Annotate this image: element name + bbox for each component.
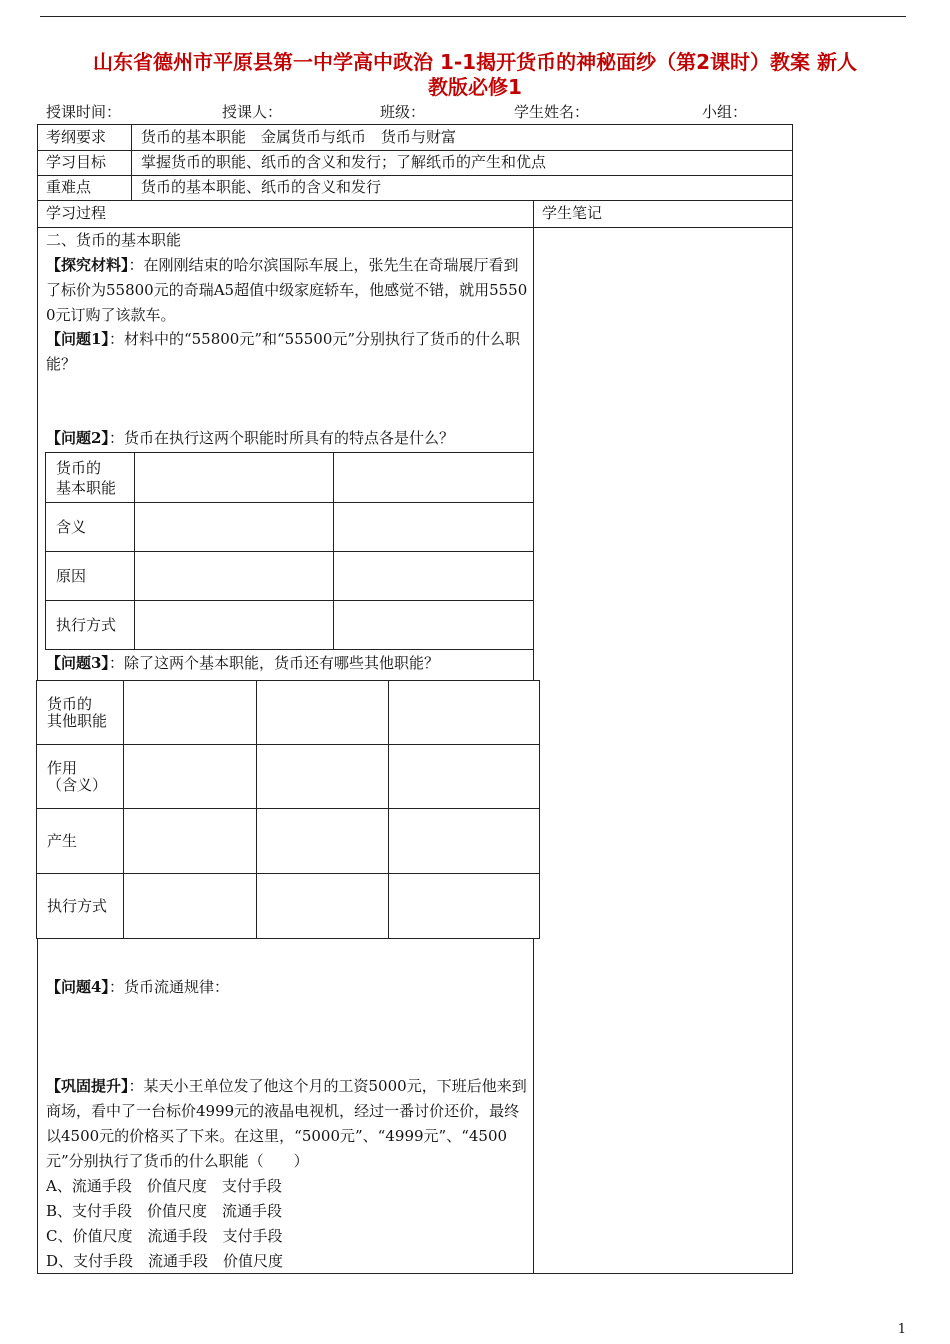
q1-tag: 【问题1】 xyxy=(46,330,109,348)
top-rule xyxy=(40,16,906,17)
objective-value: 掌握货币的职能、纸币的含义和发行；了解纸币的产生和优点 xyxy=(141,153,547,171)
page-number: 1 xyxy=(897,1322,906,1337)
row-label: 原因 xyxy=(46,552,135,601)
question-3 xyxy=(46,651,528,676)
table-row xyxy=(37,874,540,939)
q4-text: ：货币流通规律： xyxy=(108,978,229,996)
question-2 xyxy=(46,426,528,451)
table-row xyxy=(46,503,534,552)
row-label: 货币的 其他职能 xyxy=(37,681,124,745)
section-title: 二、货币的基本职能 xyxy=(46,231,182,249)
q3-text: ：除了这两个基本职能，货币还有哪些其他职能？ xyxy=(108,654,439,672)
meta-class: 班级： xyxy=(380,103,426,121)
other-functions-table xyxy=(36,680,540,939)
question-1 xyxy=(46,327,528,377)
option-b: B、支付手段 价值尺度 流通手段 xyxy=(46,1202,283,1220)
table-row xyxy=(37,681,540,745)
row-label: 执行方式 xyxy=(46,601,135,650)
blank-cell xyxy=(256,809,389,874)
blank-cell xyxy=(134,552,334,601)
difficulty-label: 重难点 xyxy=(46,178,92,196)
basic-functions-table xyxy=(45,452,534,650)
blank-cell xyxy=(123,809,256,874)
difficulty-value: 货币的基本职能、纸币的含义和发行 xyxy=(141,178,382,196)
option-c: C、价值尺度 流通手段 支付手段 xyxy=(46,1227,283,1245)
blank-cell xyxy=(334,453,534,503)
divider xyxy=(131,124,132,200)
process-label: 学习过程 xyxy=(46,204,107,222)
q2-tag: 【问题2】 xyxy=(46,429,109,447)
row-label: 执行方式 xyxy=(37,874,124,939)
title-line-2: 教版必修1 xyxy=(428,75,522,99)
table-row xyxy=(37,745,540,809)
blank-cell xyxy=(123,874,256,939)
title-line-1: 山东省德州市平原县第一中学高中政治 1-1揭开货币的神秘面纱（第2课时）教案 新人 xyxy=(93,50,857,74)
meta-teacher: 授课人： xyxy=(222,103,283,121)
blank-cell xyxy=(256,745,389,809)
blank-cell xyxy=(256,874,389,939)
meta-student: 学生姓名： xyxy=(514,103,590,121)
blank-cell xyxy=(389,809,540,874)
blank-cell xyxy=(134,503,334,552)
blank-cell xyxy=(123,745,256,809)
blank-cell xyxy=(123,681,256,745)
table-row xyxy=(37,809,540,874)
option-d: D、支付手段 流通手段 价值尺度 xyxy=(46,1252,284,1270)
consolidate-tag: 【巩固提升】 xyxy=(46,1077,129,1095)
row-label: 含义 xyxy=(46,503,135,552)
q4-tag: 【问题4】 xyxy=(46,978,109,996)
blank-cell xyxy=(334,503,534,552)
consolidate xyxy=(46,1074,528,1174)
meta-time: 授课时间： xyxy=(46,103,122,121)
blank-cell xyxy=(134,453,334,503)
question-4 xyxy=(46,975,528,1000)
blank-cell xyxy=(389,681,540,745)
blank-cell xyxy=(389,874,540,939)
blank-cell xyxy=(134,601,334,650)
blank-cell xyxy=(256,681,389,745)
q3-tag: 【问题3】 xyxy=(46,654,109,672)
option-a: A、流通手段 价值尺度 支付手段 xyxy=(46,1177,282,1195)
syllabus-value: 货币的基本职能 金属货币与纸币 货币与财富 xyxy=(141,128,457,146)
blank-cell xyxy=(389,745,540,809)
consolidate-text: ：某天小王单位发了他这个月的工资5000元，下班后他来到商场，看中了一台标价4999元的液晶电视机，经过一番讨价还价，最终以4500元的价格买了下来。在这里，“5000元”、“4999元”、“4500元”分别执行了货币的什么职能（ ） xyxy=(46,1077,527,1170)
row-label: 作用 （含义） xyxy=(37,745,124,809)
table-row xyxy=(46,601,534,650)
objective-label: 学习目标 xyxy=(46,153,107,171)
explore-tag: 【探究材料】 xyxy=(46,256,129,274)
q1-text: ：材料中的“55800元”和“55500元”分别执行了货币的什么职能？ xyxy=(46,330,521,373)
document-title xyxy=(30,50,920,100)
table-row xyxy=(46,552,534,601)
row-label: 产生 xyxy=(37,809,124,874)
q2-text: ：货币在执行这两个职能时所具有的特点各是什么？ xyxy=(108,429,454,447)
meta-group: 小组： xyxy=(702,103,748,121)
blank-cell xyxy=(334,601,534,650)
table-row xyxy=(46,453,534,503)
explore-material xyxy=(46,253,528,328)
notes-label: 学生笔记 xyxy=(542,204,603,222)
row-label: 货币的 基本职能 xyxy=(46,453,135,503)
blank-cell xyxy=(334,552,534,601)
syllabus-label: 考纲要求 xyxy=(46,128,107,146)
divider xyxy=(37,200,793,201)
explore-text: ：在刚刚结束的哈尔滨国际车展上，张先生在奇瑞展厅看到了标价为55800元的奇瑞A5超值中级家庭轿车，他感觉不错，就用55500元订购了该款车。 xyxy=(46,256,528,324)
